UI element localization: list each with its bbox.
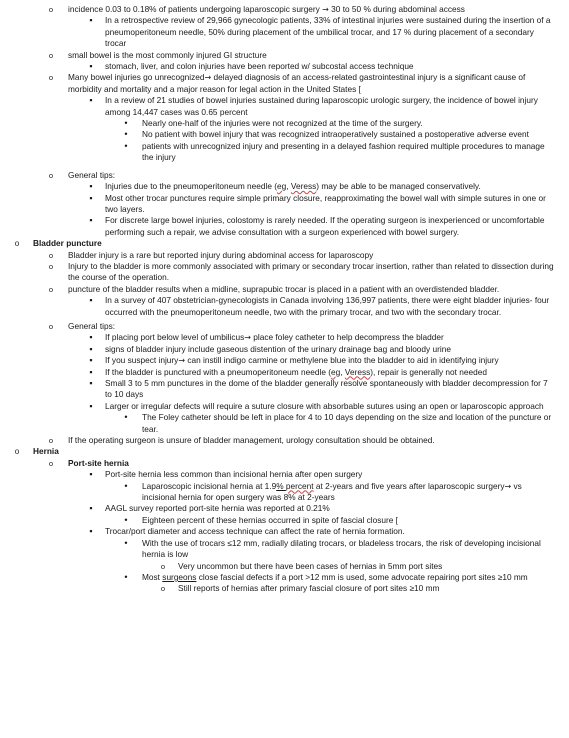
outline-item xyxy=(0,61,569,72)
text-run: puncture of the bladder results when a midline, suprapubic trocar is placed in a patient with an overdistended bladder. xyxy=(68,283,500,294)
outline-item-text xyxy=(105,401,555,412)
outline-item-text xyxy=(105,367,555,378)
outline-item xyxy=(0,118,569,129)
text-run: In a retrospective review of 29,966 gynecologic patients, 33% of intestinal injuries were sustained during the insertion of a pneumoperitoneum needle, 50% during placement of the umbilical trocar, and 17 % during placement of a secondary trocar xyxy=(105,15,551,49)
text-run: The Foley catheter should be left in place for 4 to 10 days depending on the size and location of the puncture or tear. xyxy=(142,412,552,434)
text-run: Bladder puncture xyxy=(33,238,102,249)
text-run: Injury to the bladder is more commonly associated with primary or secondary trocar insertion, rather than related to dissection during the course of the operation. xyxy=(68,260,554,283)
outline-item-text xyxy=(178,583,555,594)
text-run: Most xyxy=(142,571,163,582)
outline-item-text xyxy=(142,481,555,504)
square-bullet-icon xyxy=(86,332,96,343)
outline-item xyxy=(0,295,569,318)
text-run: close fascial defects if a port >12 mm is used, some advocate repairing port sites ≥10 mm xyxy=(196,571,528,582)
outline-item xyxy=(0,15,569,49)
circle-bullet-icon xyxy=(46,321,56,332)
text-run: 30 to 50 % during abdominal access xyxy=(328,4,465,14)
outline-item-text xyxy=(105,332,555,343)
text-run: , xyxy=(286,181,291,192)
outline-item xyxy=(0,250,569,261)
text-run: Port-site hernia less common than incisional hernia after open surgery xyxy=(105,469,363,480)
text-run: With the use of trocars ≤12 mm, radially dilating trocars, or bladeless trocars, the risk of developing incisional hernia is low xyxy=(142,537,541,560)
text-run: No patient with bowel injury that was recognized intraoperatively sustained a postoperative adverse event xyxy=(142,129,529,140)
text-run: Small 3 to 5 mm punctures in the dome of the bladder generally resolve spontaneously with bladder decompression for 7 to 10 days xyxy=(105,378,548,400)
square-bullet-icon xyxy=(86,193,96,204)
circle-bullet-icon xyxy=(46,458,56,469)
text-run: incidence 0.03 to 0.18% of patients undergoing laparoscopic surgery xyxy=(68,4,323,14)
text-run: General tips: xyxy=(68,320,116,331)
text-run: Veress xyxy=(344,366,371,377)
text-run: Many bowel injuries go unrecognized xyxy=(68,72,205,83)
text-run: patients with unrecognized injury and presenting in a delayed fashion required multiple procedures to manage the injury xyxy=(142,140,545,163)
circle-bullet-icon xyxy=(46,261,56,272)
outline-item-text xyxy=(105,215,555,238)
square-bullet-icon xyxy=(86,215,96,226)
outline-item-text xyxy=(68,435,555,446)
text-run: ) may be able to be managed conservatively. xyxy=(316,181,481,192)
outline-item xyxy=(0,412,569,435)
text-run: In a survey of 407 obstetrician-gynecologists in Canada involving 136,997 patients, there were eight bladder injuries- four occurred with the pneumoperitoneum needle, two with the primary trocar, and two with the secondary trocar. xyxy=(105,295,550,317)
text-run: Laparoscopic incisional hernia at 1.9 xyxy=(142,480,277,491)
outline-item-text xyxy=(105,181,555,192)
text-run: small bowel is the most commonly injured GI structure xyxy=(68,49,267,60)
circle-bullet-icon xyxy=(158,583,168,594)
outline-item xyxy=(0,261,569,284)
square-bullet-icon xyxy=(86,344,96,355)
outline-item xyxy=(0,72,569,95)
outline-item-text xyxy=(142,572,555,583)
text-run: Trocar/port diameter and access technique can affect the rate of hernia formation. xyxy=(105,526,405,537)
outline-item-text xyxy=(142,538,555,561)
outline-item xyxy=(0,4,569,15)
dot-bullet-icon xyxy=(121,129,131,140)
outline-item-text xyxy=(68,72,555,95)
outline-item-text xyxy=(142,118,555,129)
outline-item xyxy=(0,170,569,181)
document-body xyxy=(0,4,569,595)
dot-bullet-icon xyxy=(121,118,131,129)
text-run: percent xyxy=(285,480,314,491)
text-run: For discrete large bowel injuries, colostomy is rarely needed. If the operating surgeon is inexperienced or uncomfortable performing such a repair, we advise consultation with a surgeon experienced with bowel surgery. xyxy=(105,215,545,237)
circle-bullet-icon xyxy=(46,250,56,261)
text-run: Most other trocar punctures require simple primary closure, reapproximating the bowel wall with simple sutures in one or two layers. xyxy=(105,192,546,214)
outline-item xyxy=(0,515,569,526)
outline-item-text xyxy=(105,295,555,318)
square-bullet-icon xyxy=(86,378,96,389)
text-run: signs of bladder injury include gaseous distention of the urinary drainage bag and bloody urine xyxy=(105,343,451,354)
outline-item-text xyxy=(68,261,555,284)
outline-item-text xyxy=(68,250,555,261)
text-run: Port-site hernia xyxy=(68,457,129,468)
text-run: eg xyxy=(331,366,341,377)
outline-item xyxy=(0,129,569,140)
bigcircle-bullet-icon xyxy=(12,238,22,249)
outline-item-text xyxy=(105,526,555,537)
circle-bullet-icon xyxy=(46,4,56,15)
text-run: General tips: xyxy=(68,169,116,180)
text-run: Nearly one-half of the injuries were not recognized at the time of the surgery. xyxy=(142,118,423,129)
outline-item-text xyxy=(142,412,555,435)
square-bullet-icon xyxy=(86,367,96,378)
outline-item-text xyxy=(105,344,555,355)
outline-item-text xyxy=(68,458,555,469)
dot-bullet-icon xyxy=(121,141,131,152)
text-run: Larger or irregular defects will require a suture closure with absorbable sutures using an open or laparoscopic approach xyxy=(105,400,544,411)
outline-item-text xyxy=(105,15,555,49)
outline-item-text xyxy=(105,95,555,118)
text-run: Injuries due to the pneumoperitoneum needle ( xyxy=(105,181,278,192)
outline-item-text xyxy=(33,238,555,249)
outline-item-text xyxy=(105,378,555,401)
text-run: at 2-years and five years after laparoscopic surgery xyxy=(313,480,505,491)
text-run: If the bladder is punctured with a pneumoperitoneum needle ( xyxy=(105,366,332,377)
text-run: Veress xyxy=(290,181,317,192)
outline-item xyxy=(0,284,569,295)
text-run: % xyxy=(276,480,286,491)
text-run: → xyxy=(244,333,251,343)
text-run: delayed diagnosis of an access-related gastrointestinal injury is a significant cause of morbidity and mortality and a major reason for legal action in the United States [ xyxy=(68,72,526,94)
circle-bullet-icon xyxy=(46,72,56,83)
outline-item xyxy=(0,321,569,332)
circle-bullet-icon xyxy=(46,284,56,295)
outline-item-text xyxy=(178,561,555,572)
outline-item-text xyxy=(105,503,555,514)
section-heading-item xyxy=(0,446,569,457)
dot-bullet-icon xyxy=(121,481,131,492)
bigcircle-bullet-icon xyxy=(12,446,22,457)
outline-item xyxy=(0,503,569,514)
text-run: → xyxy=(322,5,329,14)
dot-bullet-icon xyxy=(121,412,131,423)
outline-item xyxy=(0,344,569,355)
outline-item xyxy=(0,141,569,164)
text-run: AAGL survey reported port-site hernia was reported at 0.21% xyxy=(105,503,330,514)
text-run: stomach, liver, and colon injuries have been reported w/ subcostal access technique xyxy=(105,61,414,72)
outline-item-text xyxy=(68,4,555,15)
text-run: Hernia xyxy=(33,446,59,457)
text-run: place foley catheter to help decompress the bladder xyxy=(250,332,444,343)
text-run: → xyxy=(178,356,186,366)
outline-item xyxy=(0,572,569,583)
outline-item xyxy=(0,401,569,412)
square-bullet-icon xyxy=(86,15,96,26)
text-run: can instill indigo carmine or methylene blue into the bladder to aid in identifying injury xyxy=(185,355,499,366)
outline-item-text xyxy=(68,170,555,181)
outline-item-text xyxy=(68,321,555,332)
outline-item xyxy=(0,50,569,61)
text-run: eg xyxy=(277,181,287,192)
outline-item xyxy=(0,95,569,118)
outline-item xyxy=(0,193,569,216)
text-run: surgeons xyxy=(162,571,197,582)
outline-item-text xyxy=(142,515,555,526)
text-run: In a review of 21 studies of bowel injuries sustained during laparoscopic urologic surgery, the incidence of bowel injury among 14,447 cases was 0.65 percent xyxy=(105,95,538,117)
outline-item-text xyxy=(142,129,555,140)
dot-bullet-icon xyxy=(121,538,131,549)
square-bullet-icon xyxy=(86,401,96,412)
outline-item-text xyxy=(33,446,555,457)
text-run: vs incisional hernia for open surgery was 8% at 2-years xyxy=(142,480,522,503)
square-bullet-icon xyxy=(86,295,96,306)
text-run: Very uncommon but there have been cases of hernias in 5mm port sites xyxy=(178,560,443,571)
outline-item-text xyxy=(105,61,555,72)
outline-item xyxy=(0,583,569,594)
outline-item xyxy=(0,367,569,378)
outline-item-text xyxy=(105,193,555,216)
outline-item xyxy=(0,538,569,561)
section-heading-item xyxy=(0,238,569,249)
circle-bullet-icon xyxy=(46,435,56,446)
square-bullet-icon xyxy=(86,526,96,537)
outline-item-text xyxy=(142,141,555,164)
outline-item xyxy=(0,435,569,446)
text-run: Bladder injury is a rare but reported injury during abdominal access for laparoscopy xyxy=(68,249,374,260)
outline-item xyxy=(0,561,569,572)
outline-item xyxy=(0,355,569,366)
square-bullet-icon xyxy=(86,469,96,480)
outline-item-text xyxy=(68,284,555,295)
text-run: → xyxy=(504,481,512,491)
square-bullet-icon xyxy=(86,503,96,514)
square-bullet-icon xyxy=(86,61,96,72)
dot-bullet-icon xyxy=(121,515,131,526)
outline-item-text xyxy=(105,355,555,366)
outline-item xyxy=(0,458,569,469)
outline-item xyxy=(0,378,569,401)
outline-item xyxy=(0,215,569,238)
text-run: ), repair is generally not needed xyxy=(370,366,487,377)
circle-bullet-icon xyxy=(158,561,168,572)
square-bullet-icon xyxy=(86,95,96,106)
square-bullet-icon xyxy=(86,181,96,192)
outline-item xyxy=(0,526,569,537)
text-run: If the operating surgeon is unsure of bladder management, urology consultation should be obtained. xyxy=(68,435,435,446)
outline-item xyxy=(0,469,569,480)
text-run: , xyxy=(340,366,345,377)
text-run: → xyxy=(204,73,212,83)
square-bullet-icon xyxy=(86,355,96,366)
text-run: Still reports of hernias after primary fascial closure of port sites ≥10 mm xyxy=(178,583,440,594)
outline-item-text xyxy=(105,469,555,480)
text-run: Eighteen percent of these hernias occurred in spite of fascial closure [ xyxy=(142,514,398,525)
outline-item-text xyxy=(68,50,555,61)
outline-item xyxy=(0,181,569,192)
circle-bullet-icon xyxy=(46,50,56,61)
dot-bullet-icon xyxy=(121,572,131,583)
outline-item xyxy=(0,332,569,343)
text-run: If you suspect injury xyxy=(105,355,179,366)
circle-bullet-icon xyxy=(46,170,56,181)
text-run: If placing port below level of umbilicus xyxy=(105,332,245,343)
outline-item xyxy=(0,481,569,504)
